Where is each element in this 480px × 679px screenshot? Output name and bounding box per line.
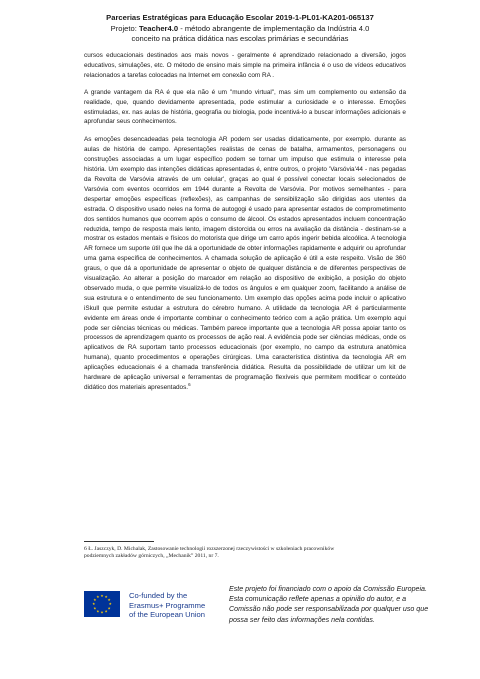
paragraph-1: cursos educacionais destinados aos mais novos - geralmente é aprendizado relacionado a diversão, jogos educativos, simulações, etc. O método de ensino mais simple na primeira infância é o uso de vídeos educativos relacionados a tarefas colocadas na Internet em conexão com RA . [84,52,406,79]
eu-star-icon: ★ [96,609,100,614]
disclaimer-line-2: Esta comunicação reflete apenas a opinião do autor, e a [229,595,407,604]
header-title: Parcerias Estratégicas para Educação Escolar 2019-1-PL01-KA201-065137 [106,13,374,22]
footnote-line-1: 6 Ł. Jaszczyk, D. Michalak, Zastosowanie technologii rozszerzonej rzeczywistości w szkoleniach pracowników [84,546,335,552]
funding-disclaimer [229,584,434,625]
eu-star-icon: ★ [100,594,104,598]
paragraph-3 [84,135,406,393]
footnote [84,546,404,560]
header-project-prefix: Projeto: [110,23,139,33]
erasmus-logo-text [129,591,205,620]
eu-star-icon: ★ [108,602,112,607]
eu-logo-line-2: Erasmus+ Programme [129,600,206,610]
disclaimer-line-4: possa ser feito das informações nela contidas. [229,615,375,624]
eu-star-icon: ★ [100,610,104,615]
paragraph-2: A grande vantagem da RA é que ela não é um "mundo virtual", mas sim um complemento ou extensão da realidade, que, quando devidamente apresentada, pode estimular a curiosidade e o interesse. Emoções estimuladas, ex. nas aulas de história, geografia ou biologia, pode incentivá-lo a buscar informações adicionais e aprofundar seus conhecimentos. [84,88,406,126]
header-project-line [0,24,480,35]
eu-star-icon: ★ [104,595,108,600]
header-project-name: Teacher4.0 [138,23,179,33]
eu-flag-icon [84,591,120,617]
eu-star-icon: ★ [93,606,97,611]
eu-star-icon: ★ [107,606,111,611]
eu-star-icon: ★ [93,598,97,603]
page-header [0,13,480,45]
eu-star-icon: ★ [104,609,108,614]
paragraph-3-text: As emoções desencadeadas pela tecnologia AR podem ser usadas didaticamente, por exemplo. durante as aulas de história de campo. Apresentações realistas de cenas de batalha, armamentos, personagens ou construções associadas a um lugar específico podem se tornar um impulso que estimula o interesse pela história. Um exemplo das intenções didáticas apresentadas é, entre outros, o projeto 'Varsóvia'44 - nas pegadas da Revolta de Varsóvia através de um celular', graças ao qual é possível conectar locais selecionados de Varsóvia com eventos ocorridos em 1944 durante a Revolta de Varsóvia. Por motivos semelhantes - para despertar emoções específicas (reflexões), as campanhas de sensibilização são dirigidas aos utentes da estrada. O dispositivo usado neles na forma de autogogi é usado para apresentar estados de comprometimento dos sentidos humanos que ocorrem após o consumo de álcool. Os estados apresentados incluem concentração reduzida, tempo de resposta mais lento, imagem distorcida ou erros na avaliação da distância - destinam-se a mostrar os estados mentais e físicos do motorista que dirige um carro após ingerir bebida alcoólica. A tecnologia AR fornece um suporte útil que lhe dá a oportunidade de obter informações rapidamente e adquirir ou aprofundar uma gama específica de conhecimentos. A chamada solução de aplicação é útil a este respeito. Visão de 360 graus, o que dá a oportunidade de apresentar o objeto de qualquer distância e de diferentes perspectivas de visualização. Ao alterar a posição do marcador em relação ao dispositivo de exibição, a posição do objeto observado muda, o que permite visualizá-lo de todos os ângulos e em qualquer zoom, facilitando a análise de sua estrutura e o entendimento de seu funcionamento. Um exemplo das opções acima pode incluir o aplicativo iSkull que permite estudar a estrutura do cérebro humano. A utilidade da tecnologia AR é particularmente evidente em áreas onde é importante combinar o conhecimento teórico com a ação prática. Um exemplo aqui pode ser ciências técnicas ou médicas. Também parece importante que a tecnologia AR possa apoiar tanto os processos de aprendizagem quanto os processos de ação real. A evidência pode ser ciências médicas, onde os aplicativos de RA suportam tanto processos educacionais (por exemplo, no campo da estrutura anatômica humana), quanto procedimentos e operações cirúrgicas. Uma característica distintiva da tecnologia AR em aplicações educacionais é a chamada transferência didática. Resulta da possibilidade de utilizar um kit de hardware de aplicação universal e ferramentas de programação flexíveis que permitem modificar o conteúdo didático dos materiais apresentados. [84,136,406,391]
header-project-desc: - método abrangente de implementação da Indústria 4.0 [178,23,370,33]
eu-star-icon: ★ [92,602,96,607]
header-project-line2: conceito na prática didática nas escolas primárias e secundárias [131,34,349,43]
eu-logo-line-3: of the European Union [129,610,205,620]
footnote-reference: 6 [188,381,191,387]
eu-star-icon: ★ [96,595,100,600]
eu-star-icon: ★ [107,598,111,603]
footnote-line-2: podziemnych zakładów górniczych, „Mechanik” 2011, nr 7. [84,553,219,560]
disclaimer-line-3: Comissão não pode ser responsabilizada por qualquer uso que [229,605,429,614]
main-text [84,51,406,401]
disclaimer-line-1: Este projeto foi financiado com o apoio da Comissão Europeia. [229,585,427,593]
eu-logo-line-1: Co-funded by the [129,591,188,600]
footnote-divider [84,541,154,542]
